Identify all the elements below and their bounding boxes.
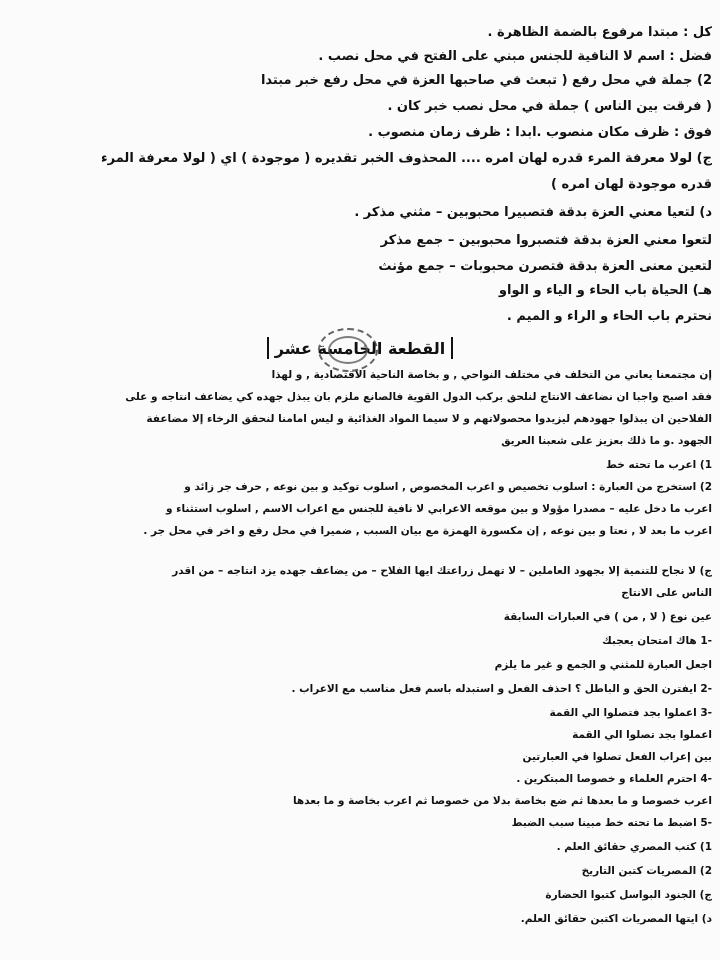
question-line: 1) اعرب ما تحته خط <box>605 460 712 471</box>
question-line: -3 اعملوا بجد فتصلوا الي القمة <box>549 708 712 719</box>
section-title-text: القطعة الخامسة عشر <box>274 338 446 358</box>
passage-line: الفلاحين ان يبذلوا جهودهم ليزيدوا محصولاتهم و لا سيما المواد الغذائية و ليس امامنا لنحقق الرخاء إلا مضاعفة <box>146 414 712 425</box>
title-bar-right <box>451 337 453 359</box>
question-line: ج) لا نجاح للتنمية إلا بجهود العاملين – لا تهمل زراعتك ايها الفلاح – من يضاعف جهده يزد انتاجه – من اقدر <box>172 566 712 577</box>
answer-line: لتعوا معني العزة بدقة فتصبروا محبوبين – جمع مذكر <box>380 234 712 248</box>
passage-line: إن مجتمعنا يعاني من التخلف في مختلف النواحي , و بخاصة الناحية الاقتصادية , و لهذا <box>271 370 712 381</box>
answer-line: هـ) الحياة باب الحاء و الياء و الواو <box>498 284 712 298</box>
answer-line: ( فرقت بين الناس ) جملة في محل نصب خبر كان . <box>387 100 712 114</box>
question-line: اعملوا بجد تصلوا الي القمة <box>572 730 712 741</box>
answer-line: فضل : اسم لا النافية للجنس مبني على الفتح في محل نصب . <box>318 50 712 64</box>
answer-line: ج) لولا معرفة المرء قدره لهان امره .... المحذوف الخبر تقديره ( موجودة ) أي ( لولا معرفة المرء <box>100 152 712 166</box>
question-line: د) أيتها المصريات اكتبن حقائق العلم. <box>520 914 712 925</box>
answer-line: نحترم باب الحاء و الراء و الميم . <box>506 310 712 324</box>
question-line: الناس على الانتاج <box>621 588 712 599</box>
stamp-seal <box>318 328 378 372</box>
question-line: -5 اضبط ما تحته خط مبينا سبب الضبط <box>511 818 712 829</box>
question-line: اجعل العبارة للمثني و الجمع و غير ما يلزم <box>494 660 712 671</box>
question-line: -2 أيفترن الحق و الباطل ؟ احذف الفعل و استبدله باسم فعل مناسب مع الاعراب . <box>291 684 712 695</box>
question-line: اعرب ما دخل عليه – مصدرا مؤولا و بين موقعه الاعرابي لا نافية للجنس مع اعراب الاسم , اسلوب استثناء و <box>165 504 712 515</box>
question-line: عين نوع ( لا , من ) في العبارات السابقة <box>503 612 712 623</box>
title-bar-left <box>267 337 269 359</box>
answer-line: قدره موجودة لهان امره ) <box>551 178 712 192</box>
question-line: 2) المصريات كتبن التاريخ <box>581 866 712 877</box>
answer-line: د) لتعيا معني العزة بدقة فتصبيرا محبوبين – مثني مذكر . <box>354 206 712 220</box>
answer-line: فوق : ظرف مكان منصوب .أبدا : ظرف زمان منصوب . <box>368 126 712 140</box>
question-line: 1) كتب المصري حقائق العلم . <box>556 842 712 853</box>
answer-line: لتعين معنى العزة بدقة فتصرن محبوبات – جمع مؤنث <box>378 260 712 274</box>
answer-line: 2) جملة في محل رفع ( تبعث في صاحبها العزة في محل رفع خبر مبتدا <box>260 74 712 88</box>
question-line: -4 احترم العلماء و خصوصا المبتكرين . <box>516 774 712 785</box>
question-line: اعرب خصوصا و ما بعدها ثم ضع بخاصة بدلا من خصوصا ثم اعرب بخاصة و ما بعدها <box>292 796 712 807</box>
answer-line: كل : مبتدا مرفوع بالضمة الظاهرة . <box>487 26 712 40</box>
question-line: 2) استخرج من العبارة : اسلوب تخصيص و اعرب المخصوص , اسلوب توكيد و بين نوعه , حرف جر زائد و <box>184 482 712 493</box>
question-line: -1 هاك امتحان يعجبك <box>602 636 712 647</box>
question-line: بين إعراب الفعل تصلوا في العبارتين <box>522 752 712 763</box>
passage-line: الجهود .و ما ذلك بعزيز على شعبنا العريق <box>501 436 712 447</box>
question-line: اعرب ما بعد لا , نعتا و بين نوعه , إن مكسورة الهمزة مع بيان السبب , ضميرا في محل رفع و اخر في محل جر . <box>143 526 712 537</box>
question-line: ج) الجنود البواسل كتبوا الحضارة <box>545 890 712 901</box>
passage-line: فقد أصبح واجبا ان نضاعف الانتاج لنلحق بركب الدول القوية فالصانع ملزم بان يبذل جهده كي يضاعف انتاجه و على <box>125 392 712 403</box>
